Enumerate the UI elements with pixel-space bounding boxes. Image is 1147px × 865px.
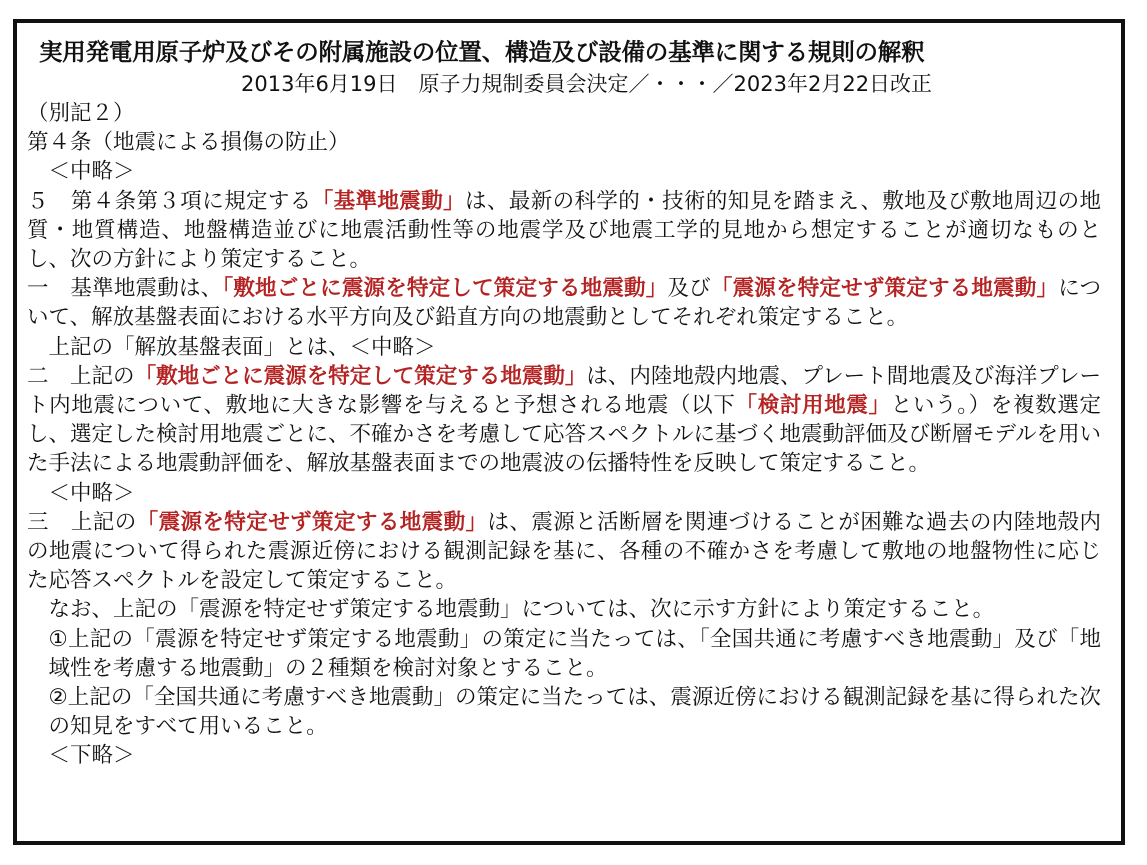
item-1-note: 上記の「解放基盤表面」とは、＜中略＞ <box>48 334 436 360</box>
term-unspecified-source-motion-2: 「震源を特定せず策定する地震動」 <box>136 509 488 535</box>
article-heading: 第４条（地震による損傷の防止） <box>27 130 350 156</box>
item-3-lead: 三 上記の <box>27 509 137 535</box>
term-study-earthquake: 「検討用地震」 <box>735 393 891 419</box>
term-unspecified-source-motion: 「震源を特定せず策定する地震動」 <box>710 276 1059 302</box>
paragraph-5-lead: ５ 第４条第３項に規定する <box>27 188 312 214</box>
item-1-conj: 及び <box>667 276 711 302</box>
clause-2: ②上記の「全国共通に考慮すべき地震動」の策定に当たっては、震源近傍における観測記録を基に得られた次の知見をすべて用いること。 <box>48 685 1101 740</box>
item-1-body: について、解放基盤表面における水平方向及び鉛直方向の地震動としてそれぞれ策定すること。 <box>27 276 1101 331</box>
term-site-specific-motion: 「敷地ごとに震源を特定して策定する地震動」 <box>222 276 668 302</box>
document-body <box>27 99 1101 771</box>
document-frame <box>13 19 1125 845</box>
item-1 <box>27 274 1101 332</box>
omitted-marker-2: ＜中略＞ <box>48 480 135 506</box>
paragraph-5-body: は、最新の科学的・技術的知見を踏まえ、敷地及び敷地周辺の地質・地質構造、地盤構造並びに地震活動性等の地震学及び地震工学的見地から想定することが適切なものとし、次の方針により策定すること。 <box>27 188 1101 273</box>
item-2-tail: という。）を複数選定し、選定した検討用地震ごとに、不確かさを考慮して応答スペクトルに基づく地震動評価及び断層モデルを用いた手法による地震動評価を、解放基盤表面までの地震波の伝播特性を反映して策定すること。 <box>27 393 1101 477</box>
item-2-body: は、内陸地殻内地震、プレート間地震及び海洋プレート内地震について、敷地に大きな影響を与えると予想される地震（以下 <box>27 363 1101 419</box>
item-3-note: なお、上記の「震源を特定せず策定する地震動」については、次に示す方針により策定すること。 <box>48 597 995 623</box>
item-3-body: は、震源と活断層を関連づけることが困難な過去の内陸地殻内の地震について得られた震源近傍における観測記録を基に、各種の不確かさを考慮して敷地の地盤物性に応じた応答スペクトルを設定して策定すること。 <box>27 509 1101 594</box>
term-site-specific-motion-2: 「敷地ごとに震源を特定して策定する地震動」 <box>134 363 587 389</box>
document-meta: 2013年6月19日 原子力規制委員会決定／・・・／2023年2月22日改正 <box>241 72 933 96</box>
item-3 <box>27 508 1101 596</box>
clause-1: ①上記の「震源を特定せず策定する地震動」の策定に当たっては、「全国共通に考慮すべき地震動」及び「地域性を考慮する地震動」の２種類を検討対象とすること。 <box>48 626 1101 681</box>
document-title: 実用発電用原子炉及びその附属施設の位置、構造及び設備の基準に関する規則の解釈 <box>39 38 925 66</box>
item-2-lead: 二 上記の <box>27 363 135 389</box>
omitted-marker-1: ＜中略＞ <box>48 159 135 185</box>
paragraph-5 <box>27 187 1101 275</box>
omitted-marker-3: ＜下略＞ <box>48 743 135 769</box>
bekki-label: （別記２） <box>27 101 135 126</box>
term-basic-ground-motion: 「基準地震動」 <box>311 188 465 214</box>
item-1-lead: 一 基準地震動は、 <box>27 276 223 302</box>
item-2 <box>27 362 1101 479</box>
